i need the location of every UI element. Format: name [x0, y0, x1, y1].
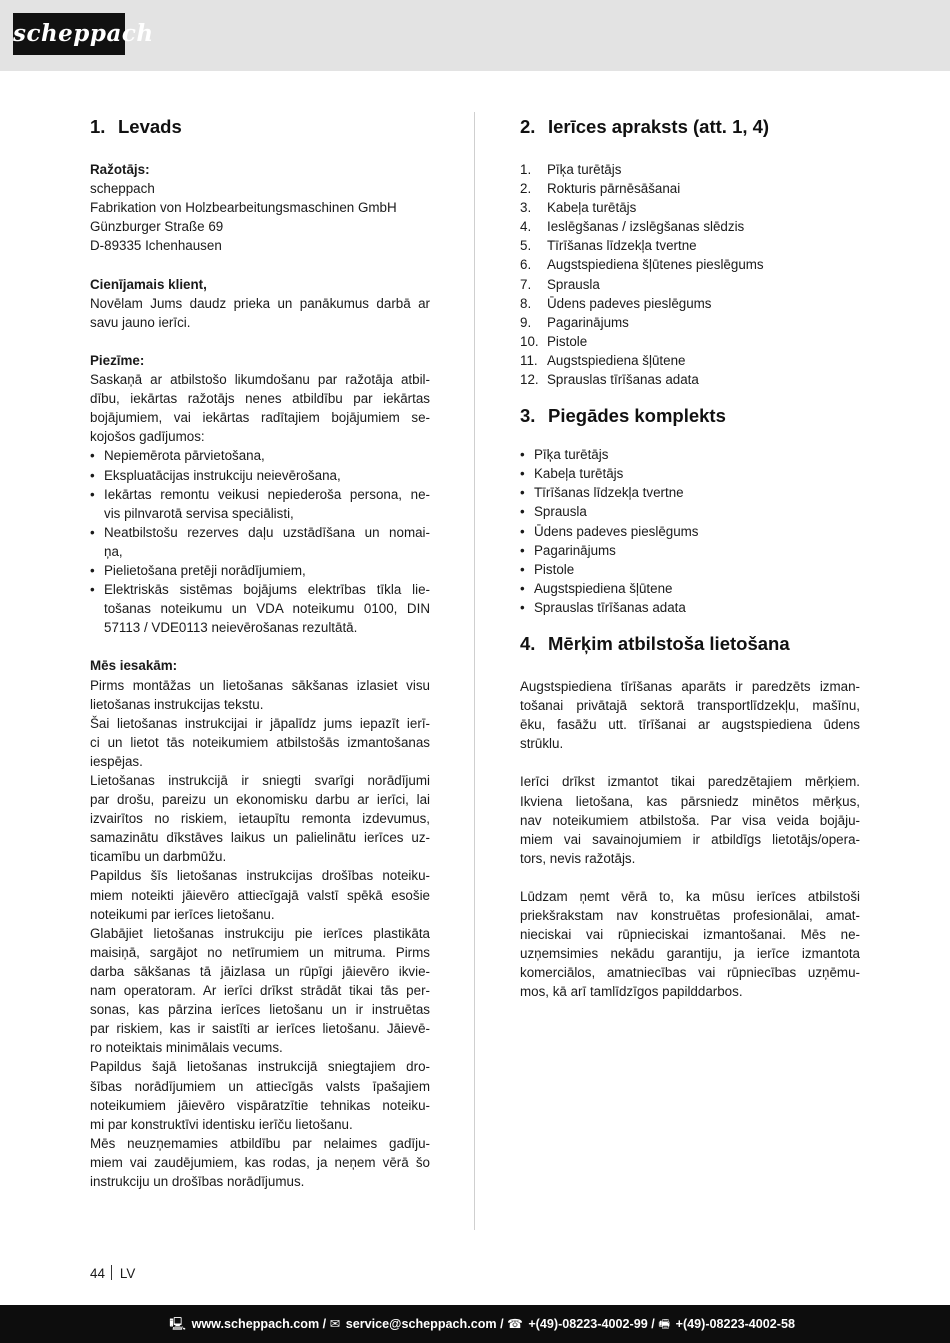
page-number-area — [90, 1264, 135, 1283]
recommend-line: Papildus šajā lietošanas instrukcijā sniegtajiem dro- — [90, 1059, 430, 1075]
parts-item-number: 10. — [520, 333, 539, 349]
note-bullet-line: • Elektriskās sistēmas bojājums elektrības tīkla lie- — [104, 582, 430, 598]
note-line: Saskaņā ar atbilstošo likumdošanu par ražotāja atbil- — [90, 372, 430, 388]
language-code: LV — [119, 1266, 136, 1281]
page-footer — [0, 1305, 950, 1343]
parts-item-text: Rokturis pārnēsāšanai — [547, 181, 681, 197]
column-divider — [474, 112, 475, 1230]
section-2-title: Ierīces apraksts (att. 1, 4) — [548, 116, 770, 137]
note-bullet-item — [90, 466, 430, 485]
recommend-line: par riskiem, kas ir saistīti ar ierīces lietošanu. Jāievē- — [90, 1021, 430, 1037]
parts-list-item — [520, 255, 860, 274]
recommend-line: Mēs neuzņemamies atbildību par nelaimes gadīju- — [90, 1135, 430, 1151]
intended-use-text — [520, 677, 860, 1002]
section-1-title: Levads — [118, 116, 182, 137]
recommend-line: Papildus šīs lietošanas instrukcijas drošības noteiku- — [90, 868, 430, 884]
note-bullet-line: • Ekspluatācijas instrukciju neievērošana, — [104, 467, 341, 483]
delivery-list-item: • Sprausla — [520, 502, 860, 521]
intended-use-line: strūklu. — [520, 736, 564, 752]
intended-use-line: komerciālos, amatniecības vai rūpniecības uzņēmu- — [520, 965, 860, 981]
footer-email[interactable]: service@scheppach.com — [345, 1317, 497, 1331]
note-bullet-item — [90, 485, 430, 523]
scheppach-logo: scheppach — [13, 13, 125, 55]
phone-icon: ☎ — [507, 1317, 523, 1331]
recommend-line: Glabājiet lietošanas instrukciju pie ierīces plastikāta — [90, 925, 430, 941]
intended-use-line: Augstspiediena tīrīšanas aparāts ir paredzēts izman- — [520, 678, 860, 694]
parts-item-number: 2. — [520, 181, 532, 197]
parts-item-text: Sprauslas tīrīšanas adata — [547, 372, 699, 388]
maker-address-line: Günzburger Straße 69 — [90, 219, 224, 235]
dear-customer-label: Cienījamais klient, — [90, 276, 207, 292]
parts-list-item — [520, 332, 860, 351]
page-number: 44 — [90, 1266, 105, 1281]
section-1-heading — [90, 112, 430, 142]
note-bullet-list — [90, 446, 430, 637]
parts-item-text: Ieslēgšanas / izslēgšanas slēdzis — [547, 219, 745, 235]
recommend-line: nam operatoram. Ar ierīci drīkst strādāt tikai tās per- — [90, 983, 430, 999]
parts-list-item — [520, 313, 860, 332]
right-column — [520, 112, 860, 1002]
parts-item-number: 1. — [520, 162, 532, 177]
section-3-heading — [520, 401, 860, 431]
note-bullet-item — [90, 561, 430, 580]
intended-use-line: nieciskai vai rūpnieciskai izmantošanai. Mēs ne- — [520, 927, 860, 943]
parts-item-number: 7. — [520, 276, 532, 292]
recommend-line: Šai lietošanas instrukcijai ir jāpalīdz jums iepazīt ierī- — [90, 715, 430, 731]
parts-list-item — [520, 217, 860, 236]
note-label: Piezīme: — [90, 352, 145, 368]
delivery-list — [520, 445, 860, 617]
intended-use-line: miem vai savainojumiem ir atbildīgs lietotājs/opera- — [520, 831, 860, 847]
intended-use-line: tors, nevis ražotājs. — [520, 850, 636, 866]
dear-customer-line: savu jauno ierīci. — [90, 314, 191, 330]
parts-list-item — [520, 351, 860, 370]
recommend-line: izvairītos no riskiem, ietaupītu remonta izdevumus, — [90, 811, 430, 827]
recommend-paragraph — [90, 1134, 430, 1191]
recommend-line: noteikumiem jāievēro vispāratzītie tehnikas noteiku- — [90, 1097, 430, 1113]
delivery-list-item: • Pagarinājums — [520, 541, 860, 560]
recommend-line: lietošanas instrukcijas tekstu. — [90, 696, 264, 712]
note-text — [90, 370, 430, 446]
parts-item-text: Pagarinājums — [547, 314, 629, 330]
intended-use-line: tošanai privātajā sektorā transportlīdzekļu, mašīnu, — [520, 698, 860, 714]
delivery-list-item: • Pīķa turētājs — [520, 445, 860, 464]
recommend-line: Pirms montāžas un lietošanas sākšanas izlasiet visu — [90, 677, 430, 693]
intended-use-line: nav noteikumiem atbilstoša. Par visa veida bojāju- — [520, 812, 860, 828]
parts-list-item — [520, 275, 860, 294]
left-column — [90, 112, 430, 1191]
note-bullet-line: • Iekārtas remontu veikusi nepiederoša persona, ne- — [104, 486, 430, 502]
parts-item-number: 3. — [520, 200, 532, 216]
intended-use-line: Lūdzam ņemt vērā to, ka mūsu ierīces atbilstoši — [520, 889, 860, 904]
note-bullet-item — [90, 523, 430, 561]
recommend-line: darba sākšanas tā jāizlasa un rūpīgi jāievēro ikvie- — [90, 963, 430, 979]
parts-item-number: 5. — [520, 238, 532, 254]
recommend-line: iespējas. — [90, 753, 143, 769]
maker-address-line: scheppach — [90, 181, 155, 197]
recommend-paragraph — [90, 1057, 430, 1133]
recommend-text — [90, 676, 430, 1192]
intended-use-paragraph — [520, 677, 860, 753]
parts-item-text: Ūdens padeves pieslēgums — [547, 295, 712, 311]
intended-use-line: Ierīci drīkst izmantot tikai paredzētajiem mērķiem. — [520, 774, 860, 790]
intended-use-line: uzņemsimies nekādu garantiju, ja ierīce izmantota — [520, 946, 860, 962]
note-bullet-line: • Neatbilstošu rezerves daļu uzstādīšana un nomai- — [104, 524, 430, 540]
fax-icon: 🖷 — [658, 1317, 671, 1331]
intended-use-line: mos, kā arī tamlīdzīgos papilddarbos. — [520, 984, 743, 1000]
footer-fax: +(49)-08223-4002-58 — [675, 1317, 795, 1331]
delivery-list-item: • Tīrīšanas līdzekļa tvertne — [520, 483, 860, 502]
note-bullet-line: vis pilnvarotā servisa speciālisti, — [104, 505, 294, 521]
parts-item-text: Augstspiediena šļūtene — [547, 352, 686, 368]
parts-list-item — [520, 198, 860, 217]
note-bullet-item — [90, 446, 430, 465]
parts-list-item — [520, 179, 860, 198]
section-2-number: 2. — [520, 116, 536, 137]
section-4-heading — [520, 629, 860, 659]
maker-address-line: D-89335 Ichenhausen — [90, 238, 222, 254]
recommend-line: samazinātu dīkstāves laikus un palielinātu ierīces uz- — [90, 830, 430, 846]
parts-item-number: 6. — [520, 257, 532, 273]
recommend-line: šības norādījumiem un attiecīgās valsts īpašajiem — [90, 1078, 430, 1094]
section-3-title: Piegādes komplekts — [548, 405, 726, 427]
delivery-list-item: • Pistole — [520, 560, 860, 579]
recommend-line: par drošu, pareizu un ekonomisku darbu ar ierīci, lai — [90, 792, 430, 808]
recommend-line: mi par konstruktīvi identisku ierīču lietošanu. — [90, 1116, 353, 1132]
note-bullet-line: • Nepiemērota pārvietošana, — [104, 448, 265, 464]
recommend-paragraph — [90, 866, 430, 923]
section-3-number: 3. — [520, 405, 536, 427]
parts-list-item — [520, 370, 860, 389]
note-line: bojājumiem, vai iekārtas radītajiem bojājumiem se- — [90, 410, 430, 426]
note-bullet-item — [90, 580, 430, 637]
parts-item-number: 8. — [520, 295, 532, 311]
section-4-title: Mērķim atbilstoša lietošana — [548, 632, 790, 654]
recommend-line: instrukciju un drošības norādījumus. — [90, 1173, 305, 1189]
section-4-number: 4. — [520, 632, 536, 654]
parts-item-text: Augstspiediena šļūtenes pieslēgums — [547, 257, 764, 273]
section-2-heading — [520, 112, 860, 142]
recommend-line: ci un lietot tās noteikumiem atbilstošās izmantošanas — [90, 734, 430, 750]
footer-website[interactable]: www.scheppach.com — [191, 1317, 320, 1331]
page-header — [0, 0, 950, 71]
note-bullet-line: • Pielietošana pretēji norādījumiem, — [104, 562, 306, 578]
note-line: kojošos gadījumos: — [90, 429, 205, 445]
note-bullet-line: tošanas noteikumu un VDA noteikumu 0100, DIN — [104, 601, 430, 617]
parts-item-number: 9. — [520, 314, 532, 330]
dear-customer-line: Novēlam Jums daudz prieka un panākumus darbā ar — [90, 295, 430, 311]
note-bullet-line: ņa, — [104, 543, 123, 559]
delivery-list-item: • Kabeļa turētājs — [520, 464, 860, 483]
intended-use-line: Ikviena lietošana, kas pārsniedz minētos mērķus, — [520, 793, 860, 809]
recommend-line: ro noteiktais minimālais vecums. — [90, 1040, 283, 1056]
maker-address — [90, 179, 430, 255]
recommend-line: miem vai zaudējumiem, kas rodas, ja neņem vērā šo — [90, 1154, 430, 1170]
intended-use-line: priekšrakstam nav konstruētas profesionālai, amat- — [520, 908, 860, 924]
intended-use-paragraph — [520, 772, 860, 867]
recommend-paragraph — [90, 771, 430, 866]
parts-item-text: Pīķa turētājs — [547, 162, 622, 177]
recommend-paragraph — [90, 924, 430, 1058]
recommend-paragraph — [90, 714, 430, 771]
delivery-list-item: • Augstspiediena šļūtene — [520, 579, 860, 598]
parts-item-number: 4. — [520, 219, 532, 235]
parts-item-text: Pistole — [547, 333, 588, 349]
mail-icon: ✉ — [329, 1317, 341, 1331]
computer-icon: 🖳 — [169, 1317, 187, 1331]
delivery-list-item: • Ūdens padeves pieslēgums — [520, 522, 860, 541]
recommend-label: Mēs iesakām: — [90, 658, 178, 674]
note-line: dību, iekārtas ražotājs nenes atbildību par iekārtas — [90, 391, 430, 407]
parts-list-item — [520, 160, 860, 179]
parts-item-text: Tīrīšanas līdzekļa tvertne — [547, 238, 697, 254]
parts-list — [520, 160, 860, 389]
parts-item-text: Kabeļa turētājs — [547, 200, 637, 216]
recommend-line: miem noteikti jāievēro attiecīgajā valstī spēkā esošie — [90, 887, 430, 903]
maker-label: Ražotājs: — [90, 162, 150, 177]
intended-use-paragraph — [520, 887, 860, 1002]
delivery-list-item: • Sprauslas tīrīšanas adata — [520, 598, 860, 617]
footer-phone: +(49)-08223-4002-99 — [528, 1317, 648, 1331]
intended-use-line: ēku, fasāžu utt. tīrīšanai ar augstspiediena ūdens — [520, 717, 860, 733]
recommend-line: maisiņā, sargājot no netīrumiem un mitruma. Pirms — [90, 944, 430, 960]
parts-item-text: Sprausla — [547, 276, 600, 292]
parts-list-item — [520, 236, 860, 255]
parts-item-number: 12. — [520, 372, 539, 388]
parts-list-item — [520, 294, 860, 313]
recommend-line: ticamību un darbmūžu. — [90, 849, 227, 865]
recommend-line: sonas, kas pārzina ierīces lietošanu un ir instruētas — [90, 1002, 430, 1018]
footer-contacts: 🖳 www.scheppach.com / ✉ service@scheppach.com / ☎ +(49)-08223-4002-99 / 🖷 +(49)-08223-4002-58 — [169, 1317, 795, 1331]
section-1-number: 1. — [90, 116, 106, 137]
recommend-paragraph — [90, 676, 430, 714]
maker-address-line: Fabrikation von Holzbearbeitungsmaschinen GmbH — [90, 200, 397, 216]
recommend-line: noteikumi par ierīces lietošanu. — [90, 906, 275, 922]
recommend-line: Lietošanas instrukcijā ir sniegti svarīgi norādījumi — [90, 773, 430, 788]
parts-item-number: 11. — [520, 352, 538, 368]
note-bullet-line: 57113 / VDE0113 neievērošanas rezultātā. — [104, 620, 358, 636]
dear-customer-text — [90, 294, 430, 332]
